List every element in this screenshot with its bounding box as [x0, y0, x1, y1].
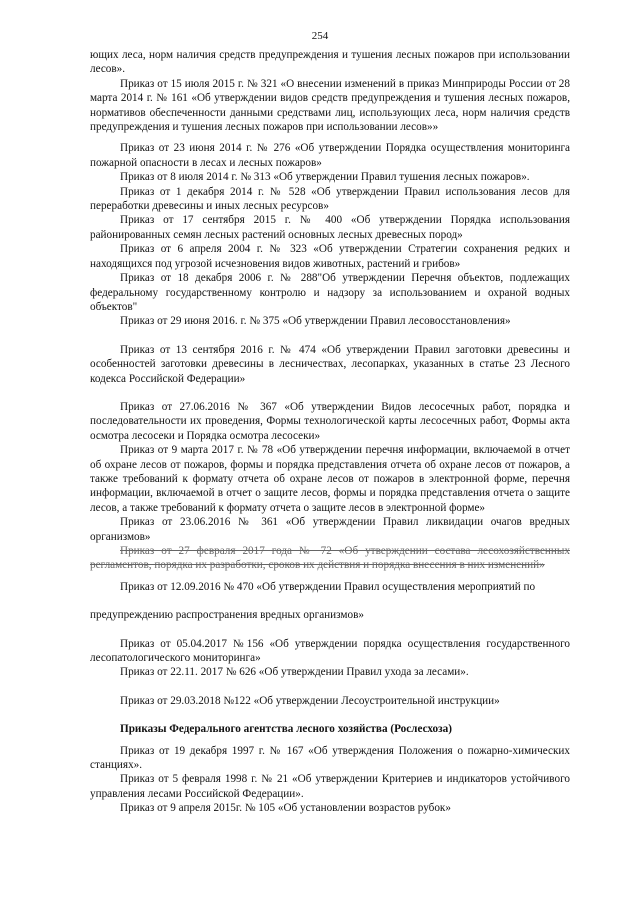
paragraph: Приказ от 6 апреля 2004 г. № 323 «Об утверждении Стратегии сохранения редких и находящихся под угрозой исчезновения видов животных, растений и грибов» — [90, 243, 570, 270]
paragraph: Приказ от 1 декабря 2014 г. № 528 «Об утверждении Правил использования лесов для переработки древесины и иных лесных ресурсов» — [90, 185, 570, 213]
paragraph: Приказ от 29.03.2018 №122 «Об утверждении Лесоустроительной инструкции» — [120, 694, 500, 707]
paragraph: Приказ от 27.06.2016 № 367 «Об утверждении Видов лесосечных работ, порядка и последовательности их проведения, Формы технологической карты лесосечных работ, Формы акта осмотра лесосеки и Порядка осмотра лесосеки» — [90, 400, 570, 442]
section-heading: Приказы Федерального агентства лесного хозяйства (Рослесхоза) — [120, 723, 452, 736]
paragraph: Приказ от 9 марта 2017 г. № 78 «Об утверждении перечня информации, включаемой в отчет об охране лесов от пожаров, формы и порядка представления отчета об охране лесов от пожаров, а также требований к формату отчета об охране лесов от пожаров в электронной форме, перечня информации, включаемой в отчет о защите лесов, формы и порядка представления отчета о защите лесов, а также требований к формату отчета о защите лесов в электронной форме» — [90, 444, 570, 514]
paragraph: Приказ от 8 июля 2014 г. № 313 «Об утверждении Правил тушения лесных пожаров». — [120, 171, 530, 184]
paragraph: Приказ от 13 сентября 2016 г. № 474 «Об утверждении Правил заготовки древесины и особенностей заготовки древесины в лесничествах, лесопарках, указанных в статье 23 Лесного кодекса Российской Федерации» — [90, 343, 570, 385]
page-number: 254 — [311, 30, 329, 42]
paragraph: предупреждению распространения вредных организмов» — [90, 609, 364, 622]
paragraph: Приказ от 23 июня 2014 г. № 276 «Об утверждении Порядка осуществления мониторинга пожарной опасности в лесах и лесных пожаров» — [90, 142, 570, 169]
paragraph: Приказ от 18 декабря 2006 г. № 288"Об утверждении Перечня объектов, подлежащих федеральному государственному контролю и надзору за использованием и охраной водных объектов" — [90, 272, 570, 313]
paragraph: Приказ от 22.11. 2017 № 626 «Об утверждении Правил ухода за лесами». — [120, 666, 469, 679]
paragraph: Приказ от 23.06.2016 № 361 «Об утверждении Правил ликвидации очагов вредных организмов» — [90, 516, 570, 543]
paragraph: Приказ от 29 июня 2016. г. № 375 «Об утверждении Правил лесовосстановления» — [120, 315, 511, 328]
paragraph: Приказ от 9 апреля 2015г. № 105 «Об установлении возрастов рубок» — [120, 802, 451, 815]
paragraph: ющих леса, норм наличия средств предупреждения и тушения лесных пожаров при использовании лесов». — [90, 49, 570, 76]
struck-paragraph: Приказ от 27 февраля 2017 года № 72 «Об утверждении состава лесохозяйственных регламентов, порядка их разработки, сроков их действия и порядка внесения в них изменений» — [90, 545, 570, 572]
paragraph: Приказ от 12.09.2016 № 470 «Об утверждении Правил осуществления мероприятий по — [120, 580, 536, 593]
paragraph: Приказ от 15 июля 2015 г. № 321 «О внесении изменений в приказ Минприроды России от 28 марта 2014 г. № 161 «Об утверждении видов средств предупреждения и тушения лесных пожаров, нормативов обеспеченности данными средствами лиц, использующих леса, норм наличия средств предупреждения и тушения лесных пожаров при использовании лесов»» — [90, 77, 570, 134]
paragraph: Приказ от 05.04.2017 №156 «Об утверждении порядка осуществления государственного лесопатологического мониторинга» — [90, 637, 570, 665]
paragraph: Приказ от 5 февраля 1998 г. № 21 «Об утверждении Критериев и индикаторов устойчивого управления лесами Российской Федерации». — [90, 773, 570, 800]
paragraph: Приказ от 17 сентября 2015 г. № 400 «Об утверждении Порядка использования районированных семян лесных растений основных лесных древесных пород» — [90, 214, 570, 241]
document-body — [90, 48, 570, 816]
paragraph: Приказ от 19 декабря 1997 г. № 167 «Об утверждения Положения о пожарно-химических станциях». — [90, 744, 570, 772]
